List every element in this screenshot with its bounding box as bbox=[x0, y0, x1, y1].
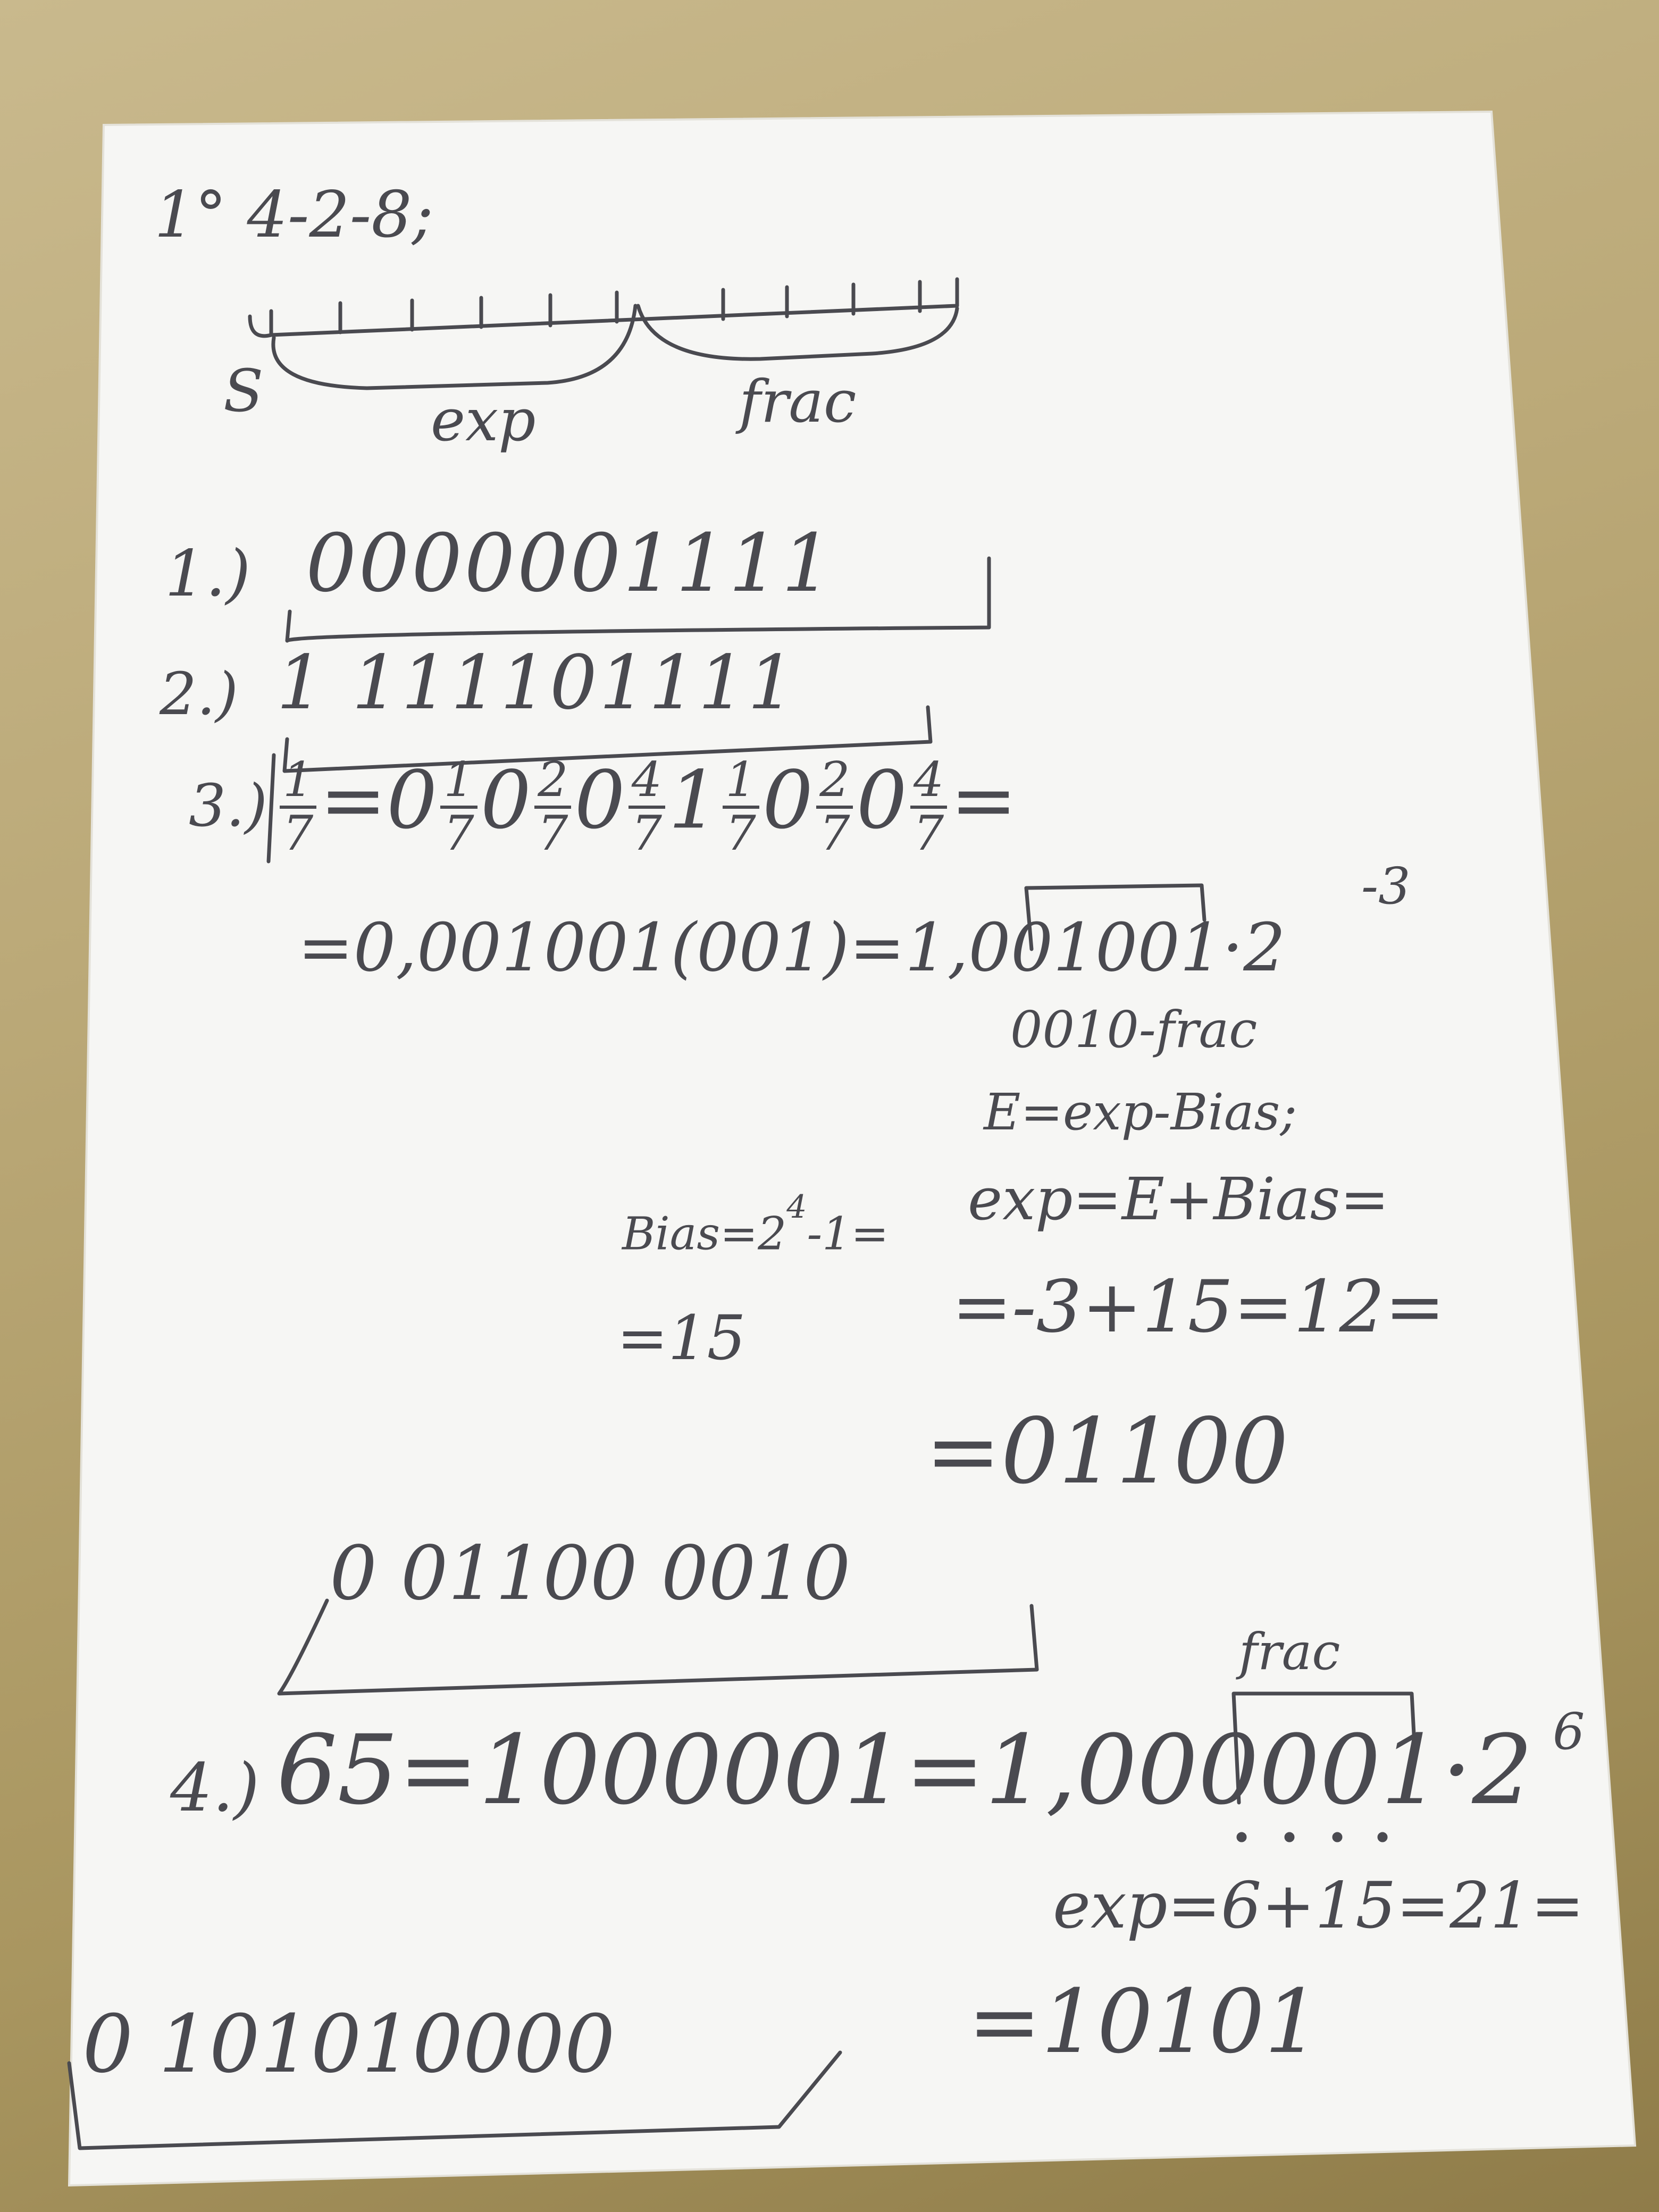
formula-E: E=exp-Bias; bbox=[984, 1083, 1297, 1142]
exp-label: exp bbox=[431, 386, 536, 454]
problem1-number: 1.) bbox=[165, 537, 251, 611]
problem3-number: 3.) bbox=[189, 772, 267, 840]
frac4-label: frac bbox=[1239, 1623, 1340, 1681]
problem2-bits: 1 111101111 bbox=[276, 640, 798, 726]
problem2-number: 2.) bbox=[160, 660, 238, 728]
problem3-fraction-line: $\frac{1}{7}$ =0 $\frac{1}{7}$ 0 $\frac{2}{7}$ 0 $\frac{4}{7}$ 1 $\frac{1}{7}$ 0 $\frac{2}{7}$ 0 $\frac{4}{7}$ = bbox=[276, 755, 1017, 859]
problem3-result: 0 01100 0010 bbox=[330, 1530, 851, 1617]
problem4-number: 4.) bbox=[170, 1749, 260, 1826]
bias-exponent: 4 bbox=[786, 1188, 807, 1226]
header-title: 1° 4-2-8; bbox=[154, 178, 434, 252]
sign-label: S bbox=[223, 357, 264, 425]
frac-label: frac bbox=[739, 367, 857, 435]
problem4-exp-calc: exp=6+15=21= bbox=[1053, 1869, 1585, 1943]
lhs-fraction: $\frac{1}{7}$ bbox=[280, 755, 316, 859]
problem4-result: 0 101010000 bbox=[82, 1998, 616, 2091]
problem4-exponent: 6 bbox=[1553, 1703, 1585, 1761]
exp-binary: =01100 bbox=[925, 1399, 1289, 1504]
bias-line: $Bias=2^4-1=$ bbox=[622, 1188, 889, 1261]
frac-note: 0010-frac bbox=[1010, 1001, 1258, 1059]
problem3-line2-exponent: -3 bbox=[1361, 857, 1411, 916]
problem4-exp-binary: =10101 bbox=[968, 1971, 1321, 2073]
problem4-line: 65=1000001=1,000001·2 bbox=[276, 1715, 1533, 1826]
problem3-line2: =0,001001(001)=1,001001·2 bbox=[298, 909, 1286, 986]
formula-exp: exp=E+Bias= bbox=[968, 1165, 1389, 1233]
problem1-bits: 0000001111 bbox=[306, 517, 835, 610]
bias-value: =15 bbox=[617, 1303, 746, 1374]
exp-calc: =-3+15=12= bbox=[952, 1265, 1445, 1348]
